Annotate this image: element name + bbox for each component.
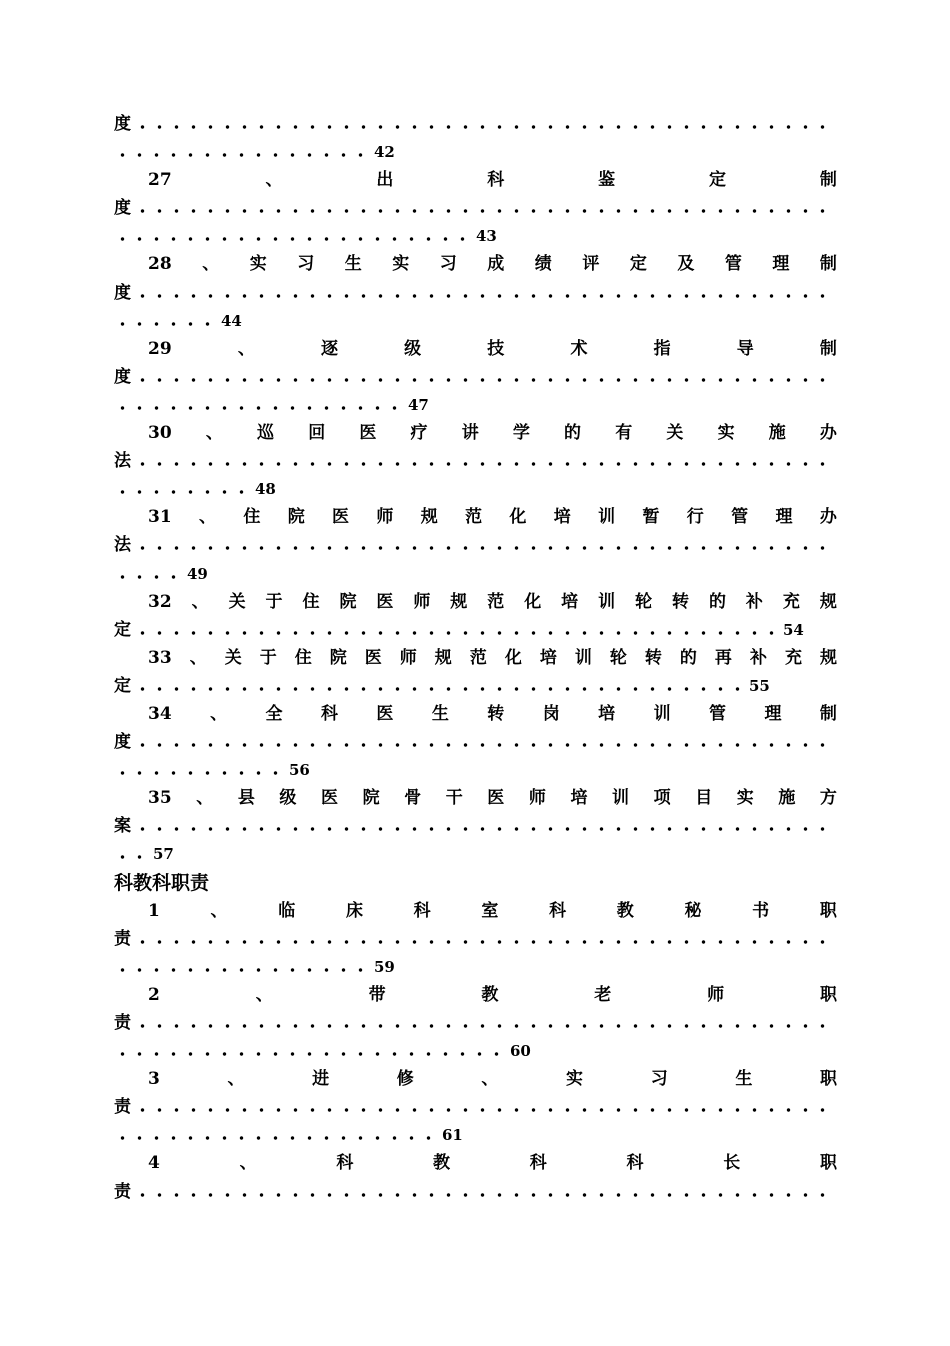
- entry-title-char: 级: [279, 788, 297, 809]
- entry-title-char: 关: [666, 423, 684, 444]
- page-number: 57: [153, 845, 174, 864]
- entry-title-char: 、: [196, 788, 214, 809]
- dot-leader: [134, 363, 837, 391]
- entry-title-char: 临: [278, 900, 296, 921]
- entry-title-char: 规: [420, 507, 438, 528]
- entry-title-line: [114, 166, 837, 194]
- dot-leader: [134, 728, 837, 756]
- entry-number: 35: [148, 788, 172, 809]
- entry-title-char: 长: [723, 1153, 741, 1174]
- dot-leader: [134, 672, 748, 700]
- entry-title-char: 讲: [461, 423, 479, 444]
- entry-number: 2: [148, 984, 160, 1005]
- entry-title-char: 制: [819, 338, 837, 359]
- entry-title-char: 项: [653, 788, 671, 809]
- entry-title-char: 实: [736, 788, 754, 809]
- entry-first-char: 责: [114, 928, 131, 949]
- entry-title-char: 科: [529, 1153, 547, 1174]
- entry-title-char: 导: [736, 338, 754, 359]
- entry-title-char: 关: [224, 647, 242, 668]
- dot-leader: [114, 560, 186, 588]
- entry-title-char: 、: [191, 591, 209, 612]
- dot-leader: [134, 1093, 837, 1121]
- entry-title-char: 、: [265, 170, 283, 191]
- entry-title-char: 、: [481, 1069, 499, 1090]
- dot-leader: [114, 222, 475, 250]
- entry-title-line: [114, 644, 837, 672]
- entry-number: 31: [148, 507, 172, 528]
- dot-leader: [114, 953, 373, 981]
- entry-title-char: 出: [376, 170, 394, 191]
- leader-line: [114, 363, 837, 391]
- entry-title-char: 的: [679, 647, 697, 668]
- entry-title-char: 习: [650, 1069, 668, 1090]
- dot-leader: [114, 756, 288, 784]
- entry-title-char: 培: [553, 507, 571, 528]
- entry-title-char: 师: [376, 507, 394, 528]
- entry-title-char: 暂: [642, 507, 660, 528]
- entry-first-char: 定: [114, 619, 131, 640]
- page-number: 54: [783, 620, 804, 639]
- entry-title-char: 师: [413, 591, 431, 612]
- entry-number: 30: [148, 423, 172, 444]
- entry-title-char: 职: [819, 900, 837, 921]
- page-number: 47: [408, 395, 429, 414]
- leader-line: [114, 447, 837, 475]
- entry-title-char: 轮: [635, 591, 653, 612]
- entry-title-line: [114, 1065, 837, 1093]
- entry-title-char: 训: [598, 507, 616, 528]
- entry-title-char: 于: [259, 647, 277, 668]
- entry-first-char: 法: [114, 451, 131, 472]
- page-number-line: [114, 307, 837, 335]
- entry-title-char: 轮: [609, 647, 627, 668]
- entry-title-char: 生: [344, 254, 362, 275]
- entry-title-char: 教: [481, 984, 499, 1005]
- entry-title-char: 、: [255, 984, 273, 1005]
- entry-title-char: 方: [819, 788, 837, 809]
- entry-title-line: [114, 1149, 837, 1177]
- entry-title-char: 生: [431, 703, 449, 724]
- entry-title-char: 教: [616, 900, 634, 921]
- entry-title-char: 管: [709, 703, 727, 724]
- entry-title-char: 医: [364, 647, 382, 668]
- page-number-line: [114, 756, 837, 784]
- page-number: 49: [187, 564, 208, 583]
- entry-title-char: 、: [210, 900, 228, 921]
- entry-first-char: 度: [114, 114, 131, 134]
- entry-number: 33: [148, 647, 172, 668]
- page-number: 42: [374, 143, 395, 162]
- leader-line: [114, 616, 837, 644]
- dot-leader: [114, 138, 373, 166]
- entry-title-char: 成: [487, 254, 505, 275]
- leader-line: [114, 279, 837, 307]
- entry-title-char: 鉴: [598, 170, 616, 191]
- section-title: 科教科职责: [114, 871, 210, 894]
- entry-title-line: [114, 503, 837, 531]
- entry-first-char: 定: [114, 675, 131, 696]
- entry-title-char: 实: [392, 254, 410, 275]
- leader-line: [114, 194, 837, 222]
- entry-title-line: [114, 588, 837, 616]
- entry-title-char: 关: [228, 591, 246, 612]
- entry-title-char: 训: [598, 591, 616, 612]
- entry-title-char: 科: [336, 1153, 354, 1174]
- entry-title-char: 生: [735, 1069, 753, 1090]
- entry-title-char: 教: [433, 1153, 451, 1174]
- entry-title-char: 制: [819, 170, 837, 191]
- entry-title-char: 培: [561, 591, 579, 612]
- dot-leader: [114, 1037, 509, 1065]
- page-number-line: [114, 1121, 837, 1149]
- entry-title-char: 转: [644, 647, 662, 668]
- leader-line: [114, 1093, 837, 1121]
- entry-title-char: 行: [686, 507, 704, 528]
- page-number: 60: [510, 1042, 531, 1061]
- entry-title-char: 师: [528, 788, 546, 809]
- page-number-line: [114, 953, 837, 981]
- leader-line: [114, 1009, 837, 1037]
- entry-title-char: 疗: [410, 423, 428, 444]
- page-number: 56: [289, 761, 310, 780]
- entry-title-char: 、: [205, 423, 223, 444]
- entry-title-line: [114, 981, 837, 1009]
- dot-leader: [134, 1178, 837, 1206]
- entry-title-char: 管: [731, 507, 749, 528]
- entry-title-char: 习: [439, 254, 457, 275]
- dot-leader: [114, 1121, 441, 1149]
- dot-leader: [134, 110, 837, 138]
- entry-title-char: 、: [202, 254, 220, 275]
- entry-title-char: 全: [265, 703, 283, 724]
- entry-title-char: 科: [487, 170, 505, 191]
- entry-title-char: 、: [227, 1069, 245, 1090]
- entry-title-char: 院: [329, 647, 347, 668]
- entry-title-char: 师: [399, 647, 417, 668]
- entry-title-char: 训: [574, 647, 592, 668]
- entry-title-char: 级: [404, 338, 422, 359]
- entry-title-char: 化: [524, 591, 542, 612]
- entry-first-char: 度: [114, 282, 131, 303]
- entry-title-char: 职: [819, 1153, 837, 1174]
- dot-leader: [134, 447, 837, 475]
- page-number-line: [114, 391, 837, 419]
- entry-first-char: 法: [114, 535, 131, 556]
- entry-title-char: 实: [566, 1069, 584, 1090]
- page-number: 48: [255, 480, 276, 499]
- dot-leader: [134, 616, 782, 644]
- entry-title-char: 及: [677, 254, 695, 275]
- leader-line: [114, 672, 837, 700]
- entry-title-char: 的: [708, 591, 726, 612]
- entry-title-char: 床: [345, 900, 363, 921]
- entry-title-char: 医: [487, 788, 505, 809]
- entry-title-line: [114, 897, 837, 925]
- entry-title-char: 理: [775, 507, 793, 528]
- entry-title-char: 的: [564, 423, 582, 444]
- entry-title-char: 指: [653, 338, 671, 359]
- entry-title-char: 术: [570, 338, 588, 359]
- entry-title-char: 科: [626, 1153, 644, 1174]
- page-number-line: [114, 560, 837, 588]
- entry-title-char: 范: [465, 507, 483, 528]
- entry-title-char: 逐: [320, 338, 338, 359]
- entry-title-char: 职: [820, 984, 837, 1005]
- leader-line: [114, 925, 837, 953]
- page-number-line: [114, 138, 837, 166]
- entry-first-char: 责: [114, 1013, 131, 1033]
- page-number: 43: [476, 227, 497, 246]
- entry-title-char: 县: [237, 788, 255, 809]
- entry-title-char: 岗: [542, 703, 560, 724]
- entry-number: 28: [148, 254, 172, 275]
- dot-leader: [134, 194, 837, 222]
- entry-title-char: 训: [653, 703, 671, 724]
- entry-title-char: 科: [413, 900, 431, 921]
- entry-title-char: 训: [612, 788, 630, 809]
- entry-first-char: 度: [114, 366, 131, 387]
- entry-title-char: 化: [504, 647, 522, 668]
- entry-first-char: 责: [114, 1181, 131, 1202]
- entry-title-char: 补: [745, 591, 763, 612]
- entry-title-char: 目: [695, 788, 713, 809]
- entry-title-char: 转: [487, 703, 505, 724]
- entry-title-line: [114, 784, 837, 812]
- entry-title-char: 实: [717, 423, 735, 444]
- entry-title-char: 、: [237, 338, 255, 359]
- entry-title-char: 办: [819, 423, 837, 444]
- leader-line: [114, 110, 837, 138]
- entry-title-line: [114, 419, 837, 447]
- entry-title-char: 住: [243, 507, 261, 528]
- entry-title-line: [114, 250, 837, 278]
- entry-title-char: 、: [210, 703, 228, 724]
- entry-title-char: 室: [481, 900, 499, 921]
- dot-leader: [134, 279, 837, 307]
- entry-title-char: 科: [549, 900, 567, 921]
- entry-title-char: 理: [772, 254, 790, 275]
- entry-number: 27: [148, 170, 172, 191]
- entry-title-char: 评: [582, 254, 600, 275]
- dot-leader: [114, 307, 220, 335]
- entry-number: 3: [148, 1069, 160, 1090]
- entry-title-char: 有: [615, 423, 633, 444]
- entry-title-char: 、: [199, 507, 217, 528]
- entry-title-char: 制: [819, 703, 837, 724]
- entry-title-char: 定: [629, 254, 647, 275]
- entry-title-char: 充: [784, 647, 802, 668]
- entry-title-char: 管: [724, 254, 742, 275]
- entry-title-char: 院: [362, 788, 380, 809]
- entry-number: 34: [148, 703, 172, 724]
- entry-title-char: 规: [819, 647, 837, 668]
- entry-title-char: 进: [312, 1069, 330, 1090]
- entry-title-char: 理: [764, 703, 782, 724]
- dot-leader: [134, 531, 837, 559]
- entry-title-char: 转: [672, 591, 690, 612]
- entry-title-char: 医: [320, 788, 338, 809]
- entry-first-char: 度: [114, 732, 131, 753]
- dot-leader: [114, 391, 407, 419]
- entry-number: 4: [148, 1153, 160, 1174]
- entry-title-char: 院: [287, 507, 305, 528]
- entry-title-char: 住: [302, 591, 320, 612]
- entry-title-char: 规: [434, 647, 452, 668]
- entry-title-char: 巡: [257, 423, 275, 444]
- entry-title-char: 绩: [534, 254, 552, 275]
- entry-title-char: 医: [359, 423, 377, 444]
- entry-title-char: 培: [570, 788, 588, 809]
- entry-title-char: 范: [469, 647, 487, 668]
- page-number-line: [114, 1037, 837, 1065]
- page-number-line: [114, 475, 837, 503]
- entry-title-char: 培: [539, 647, 557, 668]
- entry-title-char: 修: [396, 1069, 414, 1090]
- entry-title-char: 回: [308, 423, 326, 444]
- entry-title-char: 学: [512, 423, 530, 444]
- entry-first-char: 责: [114, 1097, 131, 1118]
- leader-line: [114, 531, 837, 559]
- entry-title-char: 医: [332, 507, 350, 528]
- entry-title-char: 骨: [404, 788, 422, 809]
- entry-title-char: 秘: [684, 900, 702, 921]
- entry-title-char: 院: [339, 591, 357, 612]
- entry-title-char: 再: [714, 647, 732, 668]
- leader-line: [114, 1178, 837, 1206]
- entry-title-char: 科: [320, 703, 338, 724]
- entry-title-char: 补: [749, 647, 767, 668]
- page-number: 44: [221, 311, 242, 330]
- entry-title-char: 住: [294, 647, 312, 668]
- entry-number: 1: [148, 900, 160, 921]
- dot-leader: [134, 1009, 837, 1037]
- page-number: 61: [442, 1126, 463, 1145]
- dot-leader: [114, 840, 152, 868]
- entry-title-char: 带: [368, 984, 386, 1005]
- entry-title-char: 老: [594, 984, 612, 1005]
- entry-title-char: 于: [265, 591, 283, 612]
- leader-line: [114, 728, 837, 756]
- entry-title-char: 充: [782, 591, 800, 612]
- entry-title-char: 书: [752, 900, 770, 921]
- entry-title-char: 干: [445, 788, 463, 809]
- page-number: 55: [749, 676, 770, 695]
- entry-title-char: 医: [376, 703, 394, 724]
- page-number: 59: [374, 957, 395, 976]
- entry-title-line: [114, 700, 837, 728]
- toc-page: [114, 110, 837, 1206]
- entry-first-char: 案: [114, 816, 131, 837]
- entry-title-char: 施: [778, 788, 796, 809]
- entry-title-char: 施: [768, 423, 786, 444]
- entry-title-char: 规: [450, 591, 468, 612]
- page-number-line: [114, 222, 837, 250]
- dot-leader: [134, 812, 837, 840]
- entry-title-char: 习: [297, 254, 315, 275]
- dot-leader: [134, 925, 837, 953]
- entry-title-char: 、: [239, 1153, 257, 1174]
- entry-title-char: 培: [598, 703, 616, 724]
- entry-title-char: 办: [819, 507, 837, 528]
- entry-title-char: 化: [509, 507, 527, 528]
- entry-title-char: 、: [189, 647, 207, 668]
- entry-title-char: 规: [819, 591, 837, 612]
- entry-number: 29: [148, 338, 172, 359]
- entry-title-line: [114, 335, 837, 363]
- entry-title-char: 技: [487, 338, 505, 359]
- entry-title-char: 医: [376, 591, 394, 612]
- entry-title-char: 范: [487, 591, 505, 612]
- entry-title-char: 实: [249, 254, 267, 275]
- dot-leader: [114, 475, 254, 503]
- entry-title-char: 师: [707, 984, 725, 1005]
- entry-title-char: 制: [819, 254, 837, 275]
- leader-line: [114, 812, 837, 840]
- page-number-line: [114, 840, 837, 868]
- entry-title-char: 定: [709, 170, 727, 191]
- entry-first-char: 度: [114, 198, 131, 219]
- entry-title-char: 职: [819, 1069, 837, 1090]
- entry-number: 32: [148, 591, 172, 612]
